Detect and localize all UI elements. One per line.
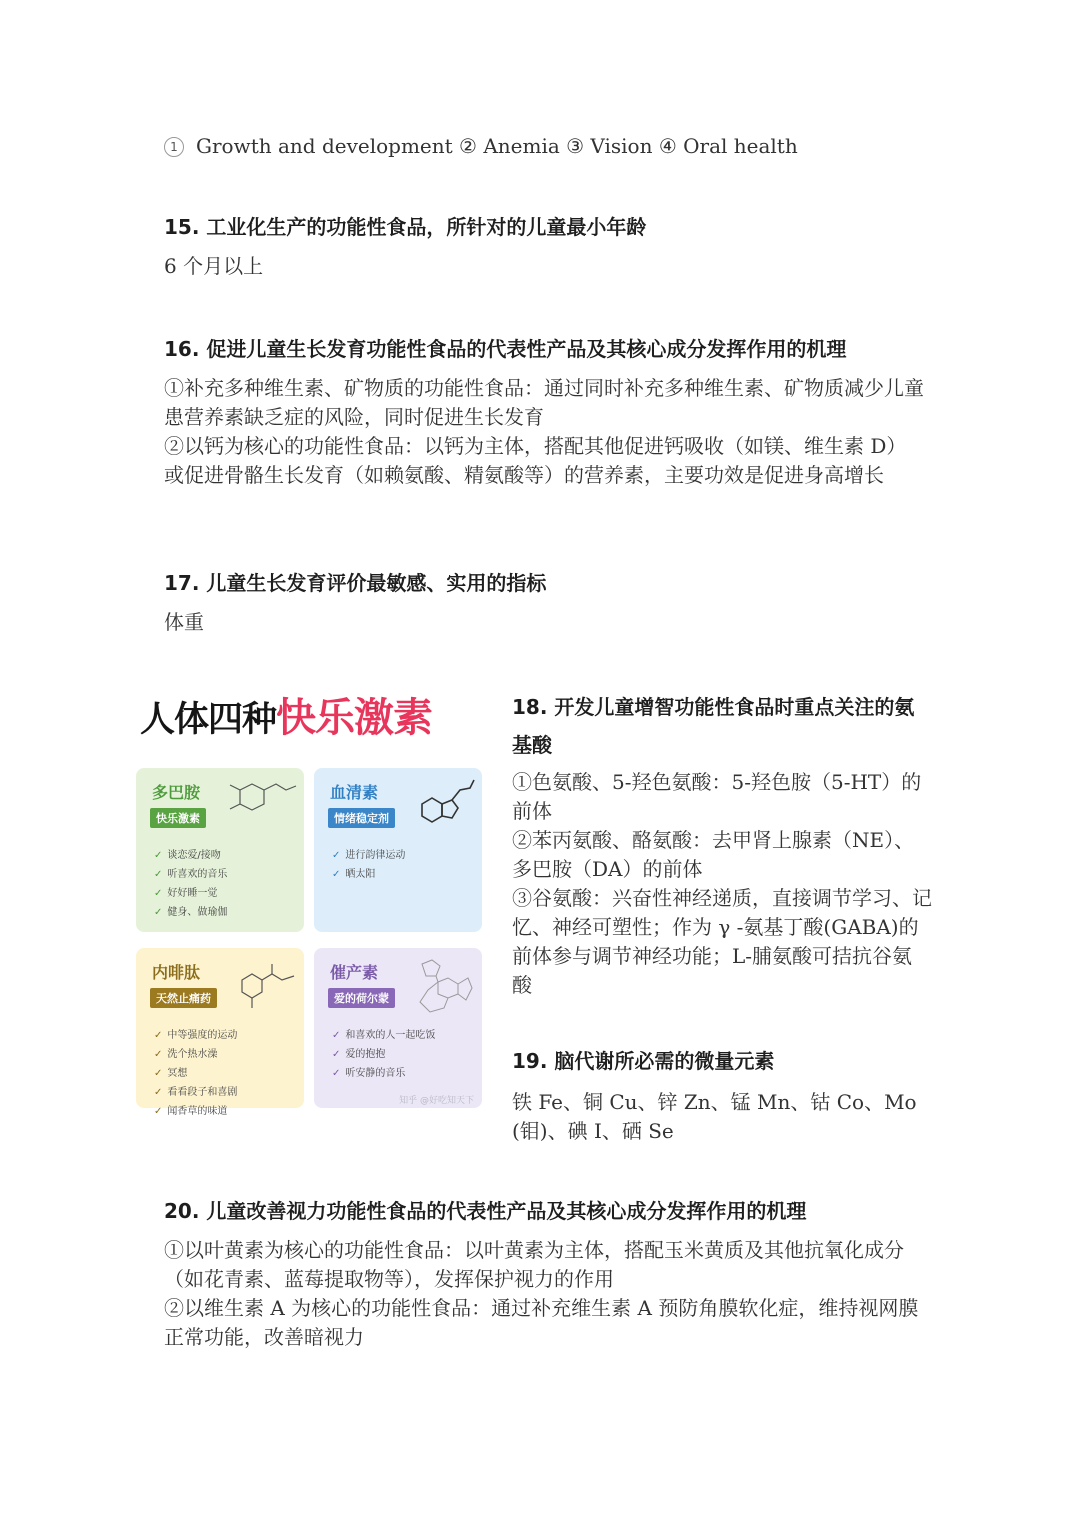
list-item: ✓ 好好睡一觉 (154, 888, 218, 899)
card-name: 催产素 (330, 963, 379, 982)
question-17-title: 17. 儿童生长发育评价最敏感、实用的指标 (164, 571, 547, 595)
answer-paragraph: ②以钙为核心的功能性食品：以钙为主体，搭配其他促进钙吸收（如镁、维生素 D）或促进骨骼生长发育（如赖氨酸、精氨酸等）的营养素，主要功效是促进身高增长 (164, 434, 907, 487)
card-endorphin (136, 948, 304, 1117)
answer-paragraph: ③谷氨酸：兴奋性神经递质，直接调节学习、记忆、神经可塑性；作为 γ -氨基丁酸(GABA)的前体参与调节神经功能；L-脯氨酸可拮抗谷氨酸 (512, 886, 932, 997)
card-tag: 天然止痛药 (150, 988, 217, 1008)
list-item: ✓ 健身、做瑜伽 (154, 907, 228, 918)
list-item: ✓ 听喜欢的音乐 (154, 869, 228, 880)
list-item: ✓ 中等强度的运动 (154, 1030, 238, 1041)
question-16-title: 16. 促进儿童生长发育功能性食品的代表性产品及其核心成分发挥作用的机理 (164, 337, 847, 361)
question-18-title: 18. 开发儿童增智功能性食品时重点关注的氨基酸 (512, 695, 915, 757)
infographic-title-part1: 人体四种 (140, 700, 277, 740)
question-16-answer (164, 374, 924, 490)
card-serotonin (314, 768, 482, 932)
card-tag: 情绪稳定剂 (328, 808, 395, 828)
list-item: ✓ 听安静的音乐 (332, 1068, 406, 1079)
card-tag: 爱的荷尔蒙 (328, 988, 395, 1008)
circled-number-1: 1 (164, 137, 184, 157)
list-item: ✓ 进行韵律运动 (332, 850, 406, 861)
list-item: ✓ 爱的抱抱 (332, 1049, 386, 1060)
options-text: Growth and development ② Anemia ③ Vision ④ Oral health (196, 134, 798, 158)
list-item: ✓ 和喜欢的人一起吃饭 (332, 1030, 436, 1041)
question-15-answer: 6 个月以上 (164, 254, 264, 278)
question-19-answer: 铁 Fe、铜 Cu、锌 Zn、锰 Mn、钴 Co、Mo (钼)、碘 I、硒 Se (512, 1090, 917, 1143)
card-items (332, 1026, 435, 1083)
card-name: 多巴胺 (152, 783, 201, 802)
list-item: ✓ 谈恋爱/接吻 (154, 850, 221, 861)
card-name: 内啡肽 (152, 963, 201, 982)
answer-paragraph: ②苯丙氨酸、酪氨酸：去甲肾上腺素（NE）、多巴胺（DA）的前体 (512, 828, 915, 881)
question-19-title: 19. 脑代谢所必需的微量元素 (512, 1049, 775, 1073)
card-tag: 快乐激素 (150, 808, 206, 828)
question-20-title: 20. 儿童改善视力功能性食品的代表性产品及其核心成分发挥作用的机理 (164, 1199, 807, 1223)
endorphin-molecule-icon (228, 958, 302, 1014)
card-dopamine (136, 768, 304, 932)
watermark: 知乎 @好吃知天下 (399, 1096, 474, 1106)
infographic-title (140, 686, 432, 743)
list-item: ✓ 冥想 (154, 1068, 188, 1079)
card-items (154, 846, 227, 922)
answer-paragraph: ②以维生素 A 为核心的功能性食品：通过补充维生素 A 预防角膜软化症，维持视网膜正常功能，改善暗视力 (164, 1296, 919, 1349)
card-oxytocin (314, 948, 482, 1108)
list-item: ✓ 闻香草的味道 (154, 1106, 228, 1117)
answer-paragraph: ①色氨酸、5-羟色氨酸：5-羟色胺（5-HT）的前体 (512, 770, 922, 823)
answer-paragraph: ①以叶黄素为核心的功能性食品：以叶黄素为主体，搭配玉米黄质及其他抗氧化成分（如花青素、蓝莓提取物等），发挥保护视力的作用 (164, 1238, 904, 1291)
infographic-title-part2: 快乐激素 (276, 695, 433, 741)
question-15-title: 15. 工业化生产的功能性食品，所针对的儿童最小年龄 (164, 215, 647, 239)
card-items (154, 1026, 237, 1121)
list-item: ✓ 看看段子和喜剧 (154, 1087, 238, 1098)
answer-paragraph: ①补充多种维生素、矿物质的功能性食品：通过同时补充多种维生素、矿物质减少儿童患营养素缺乏症的风险，同时促进生长发育 (164, 376, 924, 429)
options-line (164, 132, 798, 160)
question-20-answer (164, 1236, 924, 1352)
list-item: ✓ 晒太阳 (332, 869, 376, 880)
question-17-answer: 体重 (164, 610, 204, 634)
question-18-answer (512, 768, 932, 1000)
dopamine-molecule-icon (222, 776, 302, 826)
happy-hormones-infographic (134, 680, 488, 1117)
list-item: ✓ 洗个热水澡 (154, 1049, 218, 1060)
oxytocin-molecule-icon (408, 954, 478, 1020)
card-items (332, 846, 405, 884)
serotonin-molecule-icon (414, 774, 478, 834)
card-name: 血清素 (330, 783, 379, 802)
